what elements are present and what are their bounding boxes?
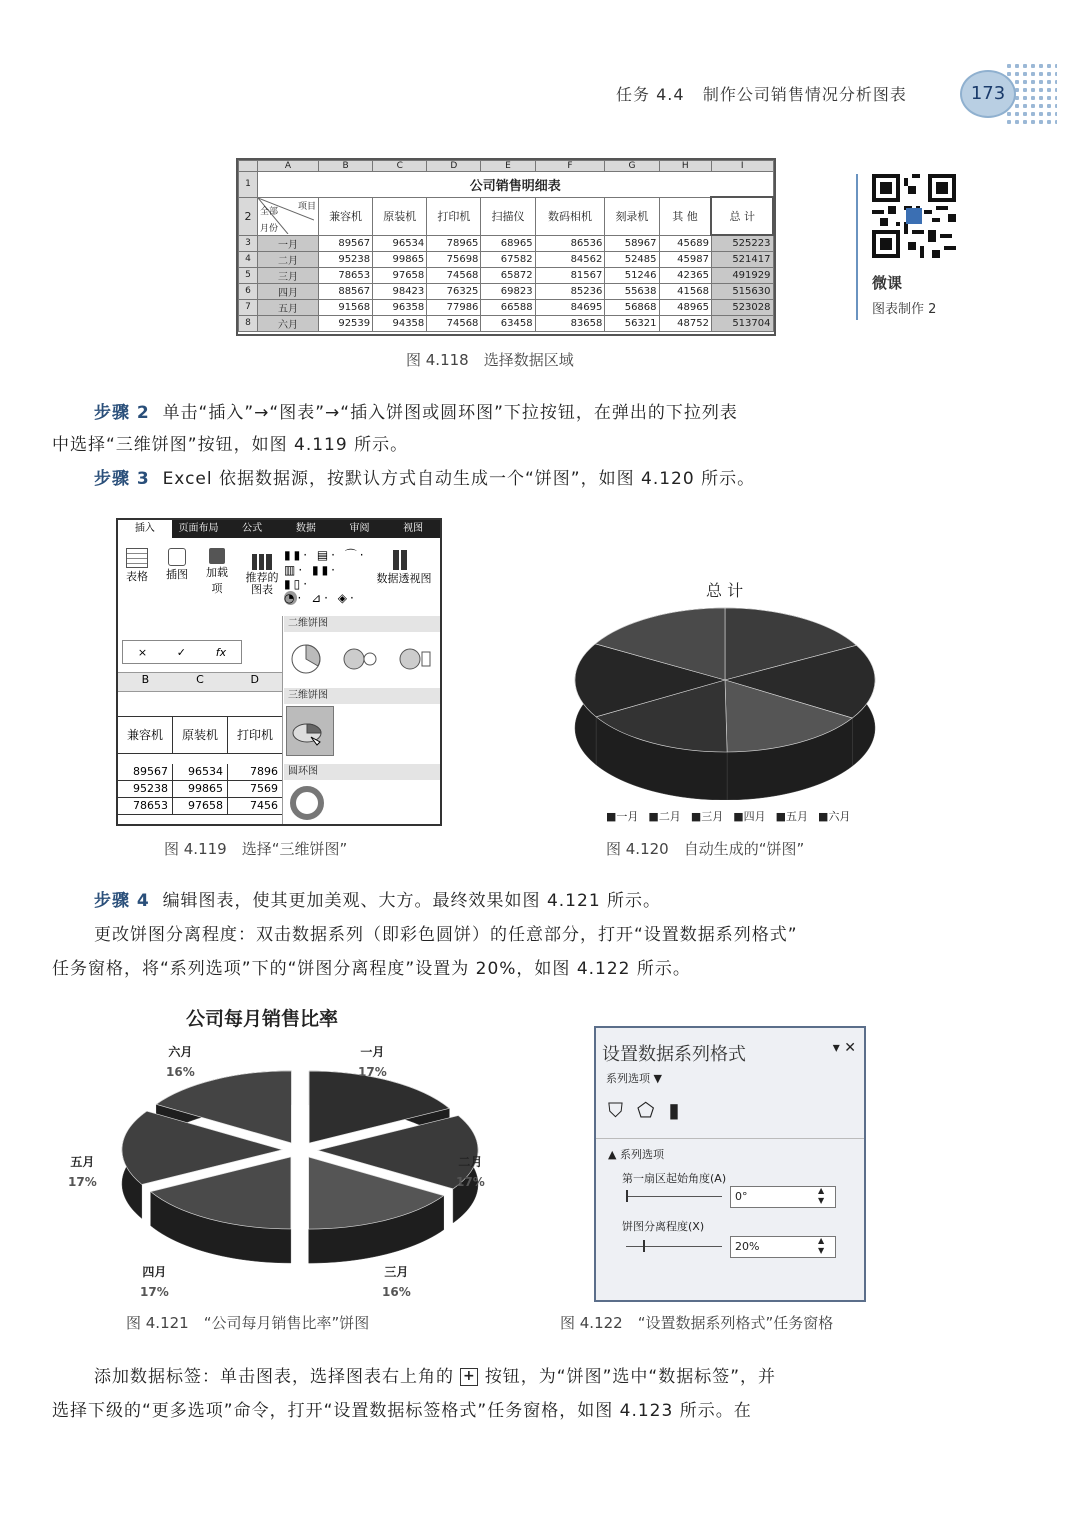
column-header: 扫描仪	[481, 197, 535, 235]
bar-chart-icon[interactable]: ▮	[668, 1098, 694, 1122]
header-cell: 打印机	[236, 728, 273, 742]
caption-4-120: 图 4.120 自动生成的“饼图”	[606, 840, 805, 858]
row-number: 8	[239, 315, 258, 331]
list-item	[118, 781, 282, 798]
col-c: C	[196, 673, 204, 686]
header-title: 制作公司销售情况分析图表	[702, 85, 907, 104]
value-cell: 52485	[605, 251, 659, 267]
corner-left-label: 全部	[260, 206, 279, 217]
value-cell: 86536	[535, 235, 605, 251]
row-number: 3	[239, 235, 258, 251]
separation-label: 饼图分离程度(X)	[622, 1220, 705, 1233]
addins-button[interactable]	[202, 548, 232, 596]
format-series-pane	[594, 1026, 866, 1302]
value-cell: 56321	[605, 315, 659, 331]
table-row	[239, 251, 774, 267]
value-cell: 85236	[535, 283, 605, 299]
value-cell: 515630	[711, 283, 773, 299]
column-header: 其 他	[659, 197, 711, 235]
value-cell: 67582	[481, 251, 535, 267]
month-cell: 一月	[258, 235, 319, 251]
illustrations-label: 插图	[166, 568, 188, 581]
menu-header-donut: 圆环图	[284, 764, 442, 780]
value-cell: 92539	[319, 315, 373, 331]
separation-line2: 任务窗格，将“系列选项”下的“饼图分离程度”设置为 20%，如图 4.122 所示。	[52, 959, 691, 979]
sheet-rows	[118, 764, 282, 815]
table-button[interactable]	[122, 548, 152, 584]
pane-controls	[833, 1040, 856, 1056]
tab-view[interactable]: 视图	[403, 523, 424, 534]
fill-bucket-icon[interactable]: ⛉	[608, 1098, 637, 1122]
caption-4-121: 图 4.121 “公司每月销售比率”饼图	[126, 1314, 370, 1332]
pie-chart-4-120	[560, 600, 890, 800]
col-letter: G	[605, 161, 659, 172]
separation-slider[interactable]	[626, 1246, 722, 1247]
chart121-title: 公司每月销售比率	[186, 1008, 339, 1030]
formula-bar	[122, 640, 242, 664]
value-cell: 78965	[427, 235, 481, 251]
qr-code-icon	[872, 174, 956, 258]
value-cell: 89567	[319, 235, 373, 251]
value-cell: 45987	[659, 251, 711, 267]
value-cell: 69823	[481, 283, 535, 299]
header-cell: 原装机	[173, 717, 228, 753]
data-label-line1	[94, 1360, 974, 1394]
separation-line1: 更改饼图分离程度：双击数据系列（即彩色圆饼）的任意部分，打开“设置数据系列格式”	[94, 925, 798, 945]
qr-label: 微课	[872, 274, 903, 292]
value-cell: 88567	[319, 283, 373, 299]
pie-3d-option[interactable]	[286, 706, 334, 756]
qr-side-bar	[856, 174, 858, 320]
column-header: 总 计	[711, 197, 773, 235]
data-label-percent: 17%	[68, 1175, 97, 1189]
value-cell: 77986	[427, 299, 481, 315]
data-label	[456, 1152, 485, 1192]
header-cell: 兼容机	[118, 717, 173, 753]
col-letter: F	[535, 161, 605, 172]
step2-label: 步骤 2	[94, 403, 150, 423]
table-row	[239, 235, 774, 251]
recommended-label-1: 推荐的	[245, 571, 279, 584]
step2-text: 单击“插入”→“图表”→“插入饼图或圆环图”下拉按钮，在弹出的下拉列表	[162, 403, 738, 423]
data-label	[358, 1042, 387, 1082]
data-label-name: 一月	[360, 1045, 385, 1059]
angle-spinner[interactable]: ▲ ▼	[818, 1186, 825, 1205]
value-cell: 48965	[659, 299, 711, 315]
plus-icon: +	[460, 1368, 478, 1386]
divider	[596, 1138, 864, 1139]
col-letter: B	[319, 161, 373, 172]
table-row	[239, 315, 774, 331]
chart120-title: 总 计	[706, 581, 744, 600]
angle-slider-thumb[interactable]	[626, 1190, 628, 1202]
angle-input[interactable]: 0°	[730, 1186, 836, 1208]
pie-2d-options[interactable]	[290, 642, 440, 676]
row-number: 2	[239, 197, 258, 235]
section-series-options[interactable]: ▲ 系列选项	[608, 1148, 664, 1161]
value-cell: 97658	[373, 267, 427, 283]
value-cell: 91568	[319, 299, 373, 315]
pane-title: 设置数据系列格式	[602, 1044, 746, 1065]
menu-header-3d: 三维饼图	[284, 688, 442, 704]
data-label-percent: 16%	[166, 1065, 195, 1079]
separation-spinner[interactable]: ▲ ▼	[818, 1236, 825, 1255]
value-cell: 521417	[711, 251, 773, 267]
data-label-name: 五月	[70, 1155, 95, 1169]
chart-type-buttons[interactable]	[284, 546, 370, 605]
chart-icons-row-2: ▥· ▮▮· ▮▯·	[284, 563, 338, 591]
value-cell: 98423	[373, 283, 427, 299]
value-cell: 84695	[535, 299, 605, 315]
recommended-chart-icon	[252, 554, 272, 570]
tab-insert[interactable]: 插入	[118, 520, 172, 538]
value-cell: 66588	[481, 299, 535, 315]
table-row	[239, 299, 774, 315]
step4-label: 步骤 4	[94, 891, 150, 911]
col-letter: E	[481, 161, 535, 172]
sheet-headers	[118, 716, 282, 754]
table-row	[239, 267, 774, 283]
value-cell: 99865	[173, 781, 228, 797]
table-row	[239, 283, 774, 299]
column-header: 刻录机	[605, 197, 659, 235]
month-cell: 二月	[258, 251, 319, 267]
value-cell: 491929	[711, 267, 773, 283]
value-cell: 76325	[427, 283, 481, 299]
legend-label: 六月	[828, 810, 851, 823]
value-cell: 78653	[319, 267, 373, 283]
value-cell: 48752	[659, 315, 711, 331]
data-label	[68, 1152, 97, 1192]
tab-review[interactable]: 审阅	[349, 523, 370, 534]
data-label	[166, 1042, 195, 1082]
value-cell: 96534	[173, 764, 228, 780]
legend-entry: ■六月	[818, 810, 851, 823]
angle-label: 第一扇区起始角度(A)	[622, 1172, 727, 1185]
table-icon	[126, 548, 148, 568]
exploded-pie-chart-4-121	[110, 1060, 490, 1280]
data-label-line2: 选择下级的“更多选项”命令，打开“设置数据标签格式”任务窗格，如图 4.123 所示。在	[52, 1401, 752, 1421]
legend-entry: ■三月	[690, 810, 724, 823]
col-letter: A	[258, 161, 319, 172]
series-options-dropdown[interactable]: 系列选项 ▼	[606, 1072, 662, 1085]
pivot-chart-label: 数据透视图	[376, 572, 432, 585]
value-cell: 75698	[427, 251, 481, 267]
illustrations-button[interactable]	[162, 548, 192, 582]
header-section: 任务 4.4	[616, 85, 685, 104]
chart120-legend	[606, 808, 850, 824]
value-cell: 78653	[118, 798, 173, 814]
value-cell: 51246	[605, 267, 659, 283]
row-number: 7	[239, 299, 258, 315]
sheet-col-headers	[118, 672, 282, 692]
value-cell: 84562	[535, 251, 605, 267]
tab-formulas[interactable]: 公式	[242, 523, 263, 534]
step3-text: Excel 依据数据源，按默认方式自动生成一个“饼图”，如图 4.120 所示。	[162, 469, 756, 489]
column-letters	[239, 161, 774, 172]
list-item	[118, 798, 282, 815]
value-cell: 96358	[373, 299, 427, 315]
month-cell: 五月	[258, 299, 319, 315]
value-cell: 99865	[373, 251, 427, 267]
col-letter: C	[373, 161, 427, 172]
data-label-percent: 17%	[358, 1065, 387, 1079]
value-cell: 74568	[427, 267, 481, 283]
legend-label: 四月	[743, 810, 766, 823]
page-number: 173	[960, 70, 1016, 118]
value-cell: 523028	[711, 299, 773, 315]
column-header: 兼容机	[319, 197, 373, 235]
month-cell: 三月	[258, 267, 319, 283]
legend-entry: ■五月	[775, 810, 809, 823]
section-label: 系列选项	[619, 1148, 664, 1161]
legend-label: 五月	[786, 810, 809, 823]
pane-menu-icon[interactable]: ▾	[832, 1040, 840, 1056]
col-letter: H	[659, 161, 711, 172]
tab-data[interactable]: 数据	[295, 523, 316, 534]
diagonal-header-cell	[258, 197, 319, 235]
data-label-name: 三月	[384, 1265, 409, 1279]
col-letter: I	[711, 161, 773, 172]
value-cell: 89567	[118, 764, 173, 780]
column-header: 数码相机	[535, 197, 605, 235]
step4-text: 编辑图表，使其更加美观、大方。最终效果如图 4.121 所示。	[162, 891, 662, 911]
data-label-percent: 17%	[456, 1175, 485, 1189]
value-cell: 97658	[173, 798, 228, 814]
value-cell: 41568	[659, 283, 711, 299]
step2-line2: 中选择“三维饼图”按钮，如图 4.119 所示。	[52, 435, 409, 455]
step4-line	[94, 884, 974, 918]
value-cell: 58967	[605, 235, 659, 251]
shapes-icon	[168, 548, 186, 566]
pentagon-icon[interactable]: ⬠	[637, 1098, 669, 1122]
value-cell: 42365	[659, 267, 711, 283]
insert-ribbon-screenshot	[116, 518, 442, 826]
legend-label: 一月	[616, 810, 639, 823]
angle-slider[interactable]	[626, 1196, 722, 1197]
pie-chart-dropdown-icon[interactable]: ◔	[284, 591, 298, 605]
cancel-icon[interactable]: ×	[137, 645, 148, 659]
sales-spreadsheet	[236, 158, 776, 336]
value-cell: 83658	[535, 315, 605, 331]
value-cell: 7569	[250, 782, 278, 795]
column-header: 原装机	[373, 197, 427, 235]
col-d: D	[250, 673, 259, 686]
legend-label: 三月	[701, 810, 724, 823]
value-cell: 513704	[711, 315, 773, 331]
chart-icons-row-1: ▮▮· ▤· ⌒·	[284, 548, 367, 562]
data-label-name: 二月	[458, 1155, 483, 1169]
value-cell: 95238	[118, 781, 173, 797]
legend-label: 二月	[658, 810, 681, 823]
column-header: 打印机	[427, 197, 481, 235]
enter-icon[interactable]: ✓	[176, 645, 187, 659]
separation-input[interactable]: 20%	[730, 1236, 836, 1258]
data-label-text-b: 按钮，为“饼图”选中“数据标签”，并	[484, 1367, 777, 1387]
value-cell: 95238	[319, 251, 373, 267]
addins-label: 加载项	[206, 566, 228, 595]
chart-icons-row-3: ◔· ⊿· ◈·	[284, 591, 357, 605]
data-label	[140, 1262, 169, 1302]
step3-label: 步骤 3	[94, 469, 150, 489]
row-number: 4	[239, 251, 258, 267]
value-cell: 7456	[250, 799, 278, 812]
donut-option[interactable]	[290, 786, 324, 820]
value-cell: 81567	[535, 267, 605, 283]
month-cell: 四月	[258, 283, 319, 299]
row-number: 1	[239, 172, 258, 198]
value-cell: 56868	[605, 299, 659, 315]
running-header	[616, 82, 907, 105]
caption-4-119: 图 4.119 选择“三维饼图”	[164, 840, 348, 858]
value-cell: 65872	[481, 267, 535, 283]
ribbon-tabs	[118, 520, 440, 538]
data-label-name: 四月	[142, 1265, 167, 1279]
month-cell: 六月	[258, 315, 319, 331]
caption-4-118: 图 4.118 选择数据区域	[406, 351, 574, 369]
menu-header-2d: 二维饼图	[284, 616, 442, 632]
fx-icon[interactable]: fx	[215, 645, 227, 659]
qr-sublabel: 图表制作 2	[872, 302, 937, 317]
data-label-percent: 17%	[140, 1285, 169, 1299]
col-letter: D	[427, 161, 481, 172]
pivot-chart-button[interactable]	[372, 550, 436, 586]
value-cell: 7896	[250, 765, 278, 778]
value-cell: 96534	[373, 235, 427, 251]
pane-icon-tabs	[608, 1098, 693, 1122]
separation-slider-thumb[interactable]	[643, 1240, 645, 1252]
value-cell: 74568	[427, 315, 481, 331]
row-number: 5	[239, 267, 258, 283]
legend-entry: ■四月	[733, 810, 766, 823]
value-cell: 55638	[605, 283, 659, 299]
value-cell: 94358	[373, 315, 427, 331]
addin-icon	[209, 548, 225, 564]
pie-3d-icon	[287, 707, 333, 755]
step3-line	[94, 462, 974, 496]
recommended-charts-button[interactable]	[244, 554, 280, 596]
data-label-percent: 16%	[382, 1285, 411, 1299]
value-cell: 68965	[481, 235, 535, 251]
caption-4-122: 图 4.122 “设置数据系列格式”任务窗格	[560, 1314, 834, 1332]
row-number: 6	[239, 283, 258, 299]
close-icon[interactable]: ✕	[844, 1040, 856, 1056]
value-cell: 63458	[481, 315, 535, 331]
value-cell: 525223	[711, 235, 773, 251]
col-b: B	[141, 673, 150, 686]
list-item	[118, 764, 282, 781]
corner-bottom-label: 月份	[260, 223, 279, 234]
tab-page-layout[interactable]: 页面布局	[178, 523, 219, 534]
data-label	[382, 1262, 411, 1302]
legend-entry: ■二月	[648, 810, 681, 823]
data-label-text-a: 添加数据标签：单击图表，选择图表右上角的	[94, 1367, 454, 1387]
pivot-chart-icon	[393, 550, 415, 570]
step2-line1	[94, 396, 974, 430]
recommended-label-2: 图表	[251, 583, 273, 596]
corner-cell	[239, 161, 258, 172]
sheet-title: 公司销售明细表	[258, 172, 774, 198]
data-label-name: 六月	[168, 1045, 193, 1059]
table-label: 表格	[126, 570, 148, 583]
value-cell: 45689	[659, 235, 711, 251]
legend-entry: ■一月	[606, 810, 639, 823]
corner-top-label: 项目	[297, 201, 316, 212]
